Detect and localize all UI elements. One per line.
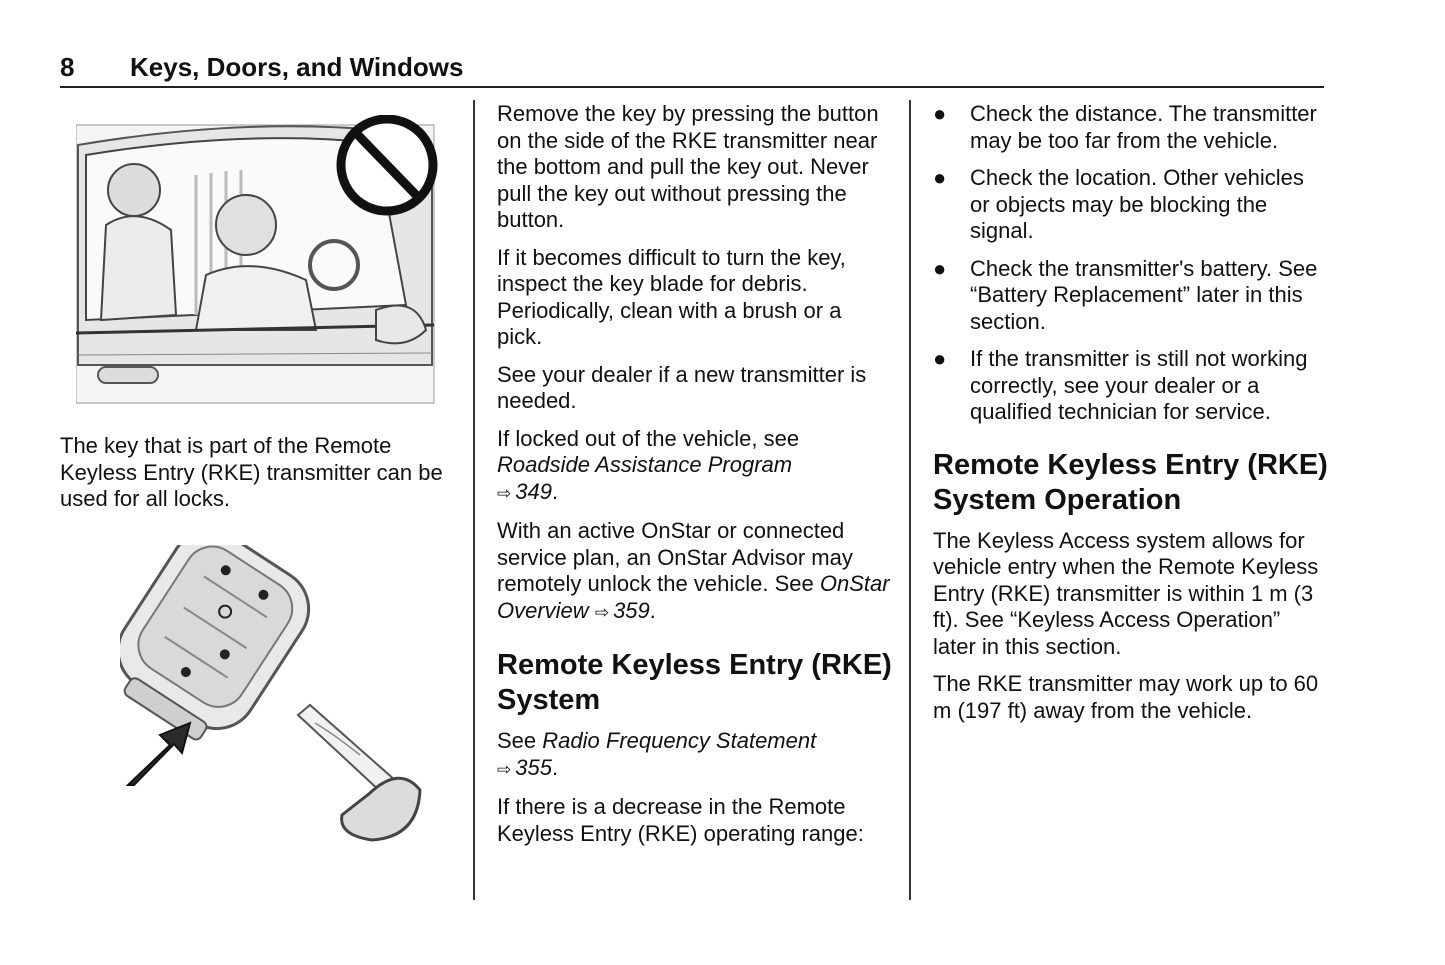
page-ref-arrow-icon: ⇨ [594,602,610,622]
page-header [60,52,1324,88]
rke-system-heading: Remote Keyless Entry (RKE) System [497,649,892,716]
keyless-access-paragraph: The Keyless Access system allows for vehicle entry when the Remote Keyless Entry (RKE) transmitter is within 1 m (3 ft). See “Keyless Access Operation” later in this section. [933,527,1319,659]
section-title: Keys, Doors, and Windows [130,52,464,82]
bullet-icon: ● [933,165,947,190]
column-2 [497,101,892,858]
list-item [933,346,1328,426]
column-3 [933,101,1328,735]
bullet-icon: ● [933,255,947,281]
troubleshooting-list [933,101,1328,426]
new-transmitter-paragraph: See your dealer if a new transmitter is needed. [497,361,867,413]
key-debris-paragraph: If it becomes difficult to turn the key, inspect the key blade for debris. Periodically, clean with a brush or a pick. [497,244,846,349]
radio-frequency-page-ref[interactable]: 355 [515,754,552,780]
radio-frequency-paragraph: See Radio Frequency Statement ⇨ 355. [497,728,892,783]
list-item-text: Check the location. Other vehicles or objects may be blocking the signal. [970,165,1304,243]
list-item [933,101,1328,154]
column-1-caption [60,433,455,524]
roadside-assistance-link[interactable]: Roadside Assistance Program [497,452,793,477]
page-ref-arrow-icon: ⇨ [497,483,512,503]
list-item [933,165,1328,245]
locked-out-paragraph: If locked out of the vehicle, see Roadside Assistance Program ⇨ 349. [497,426,892,508]
radio-frequency-text: See [497,728,537,753]
bullet-icon: ● [933,346,947,371]
column-divider-1 [473,100,475,900]
key-caption: The key that is part of the Remote Keyless Entry (RKE) transmitter can be used for all locks. [60,433,443,511]
onstar-paragraph: With an active OnStar or connected service plan, an OnStar Advisor may remotely unlock the vehicle. See OnStar Overview ⇨ 359. [497,518,892,626]
rke-operation-heading: Remote Keyless Entry (RKE) System Operation [933,448,1328,516]
list-item [933,256,1328,336]
column-divider-2 [909,100,911,900]
range-decrease-paragraph: If there is a decrease in the Remote Keyless Entry (RKE) operating range: [497,794,864,846]
list-item-text: Check the transmitter's battery. See “Battery Replacement” later in this section. [970,255,1318,334]
radio-frequency-link[interactable]: Radio Frequency Statement [542,728,817,753]
list-item-text: If the transmitter is still not working correctly, see your dealer or a qualified technician for service. [970,346,1308,424]
list-item-text: Check the distance. The transmitter may be too far from the vehicle. [970,101,1317,153]
locked-out-text: If locked out of the vehicle, see [497,425,800,451]
page-number: 8 [60,52,75,82]
page-ref-arrow-icon: ⇨ [497,759,512,779]
onstar-overview-link[interactable]: OnStar Overview [497,571,890,623]
bullet-icon: ● [933,101,947,126]
children-in-car-illustration [76,115,438,405]
rke-transmitter-key-illustration [120,545,430,850]
roadside-page-ref[interactable]: 349 [515,478,552,504]
onstar-page-ref[interactable]: 359 [613,597,650,623]
onstar-text: With an active OnStar or connected service plan, an OnStar Advisor may remotely unlock the vehicle. See [497,518,853,596]
transmitter-range-paragraph: The RKE transmitter may work up to 60 m (197 ft) away from the vehicle. [933,671,1319,723]
remove-key-paragraph: Remove the key by pressing the button on the side of the RKE transmitter near the bottom and pull the key out. Never pull the key out without pressing the button. [497,101,879,232]
